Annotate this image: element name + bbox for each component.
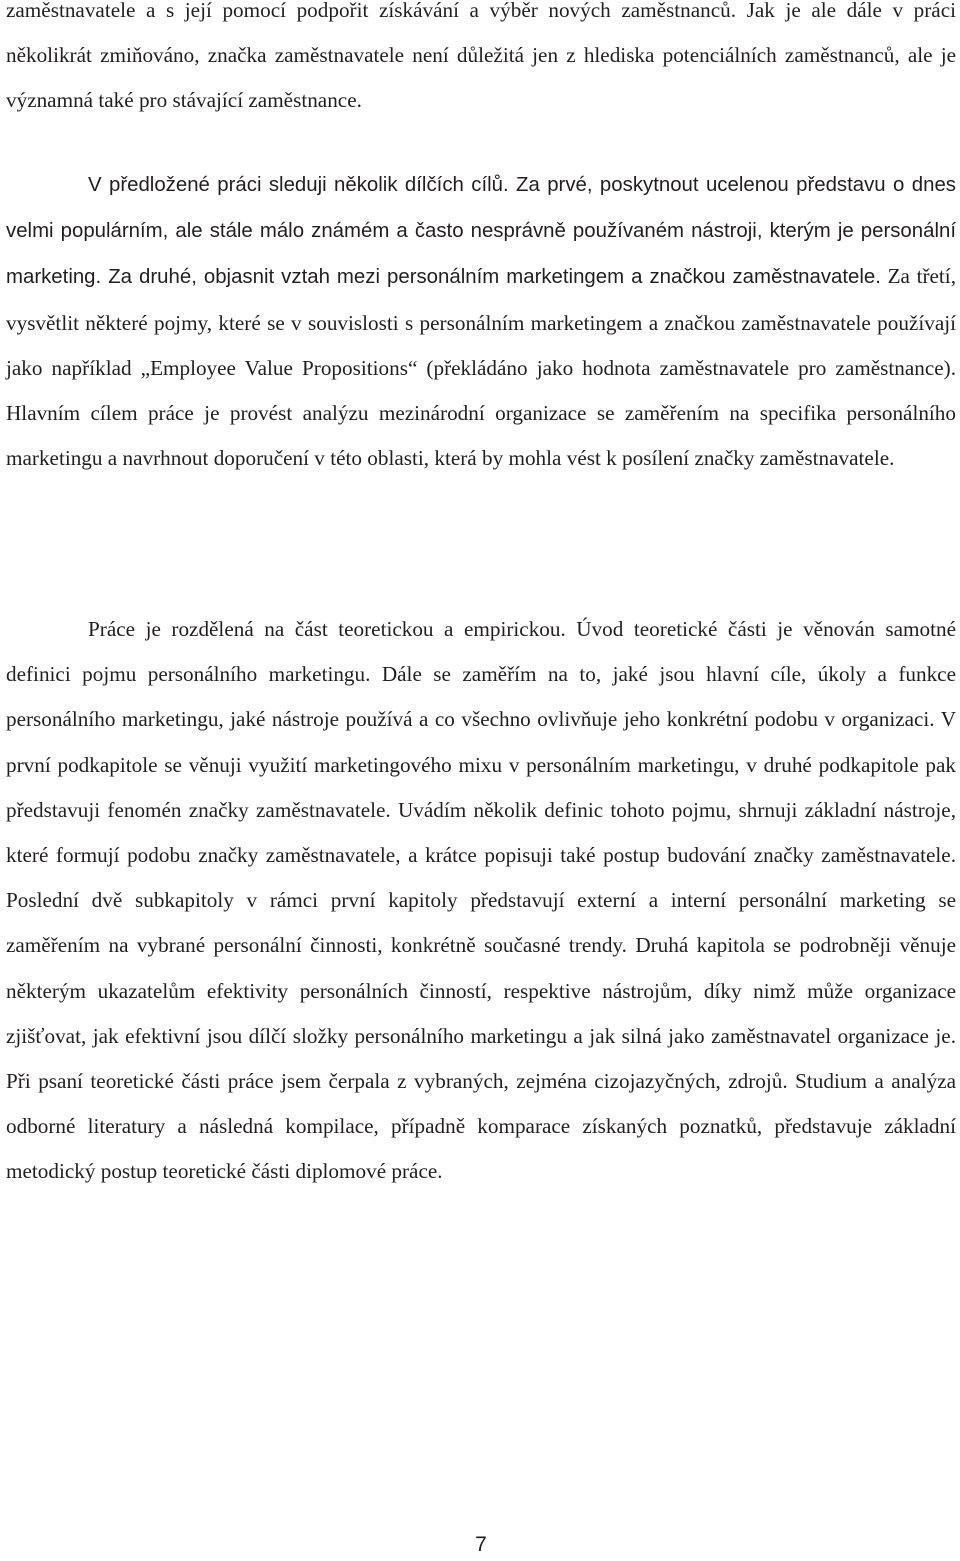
paragraph-text: zaměstnavatele a s její pomocí podpořit získávání a výběr nových zaměstnanců. Jak je ale dále v práci několikrát zmiňováno, značka zaměstnavatele není důležitá jen z hlediska potenciálních zaměstnanců, ale je významná také pro stávající zaměstnance. [6, 0, 956, 113]
paragraph-lead-sentence: V předložené práci sleduji několik dílčích cílů. [88, 174, 509, 196]
paragraph-structure [6, 607, 956, 1195]
paragraph-first-goal: Za prvé, poskytnout ucelenou představu o dnes velmi populárním, ale stále málo známém a často nesprávně používaném nástroji, kterým je personální marketing. [6, 174, 956, 289]
paragraph-third-goal: Za třetí, vysvětlit některé pojmy, které se v souvislosti s personálním marketingem a značkou zaměstnavatele používají jako například „Employee Value Propositions“ (překládáno jako hodnota zaměstnavatele pro zaměstnance). Hlavním cílem práce je provést analýzu mezinárodní organizace se zaměřením na specifika personálního marketingu a navrhnout doporučení v této oblasti, která by mohla vést k posílení značky zaměstnavatele. [6, 264, 956, 471]
paragraph-goals [6, 162, 956, 481]
document-page [6, 0, 956, 1561]
paragraph-second-goal: Za druhé, objasnit vztah mezi personálním marketingem a značkou zaměstnavatele. [101, 266, 881, 289]
paragraph-intro-continuation [6, 0, 956, 124]
page-number: 7 [475, 1533, 487, 1556]
paragraph-text: Práce je rozdělená na část teoretickou a empirickou. Úvod teoretické části je věnován samotné definici pojmu personálního marketingu. Dále se zaměřím na to, jaké jsou hlavní cíle, úkoly a funkce personálního marketingu, jaké nástroje používá a co všechno ovlivňuje jeho konkrétní podobu v organizaci. V první podkapitole se věnuji využití marketingového mixu v personálním marketingu, v druhé podkapitole pak představuji fenomén značky zaměstnavatele. Uvádím několik definic tohoto pojmu, shrnuji základní nástroje, které formují podobu značky zaměstnavatele, a krátce popisuji také postup budování značky zaměstnavatele. Poslední dvě subkapitoly v rámci první kapitoly představují externí a interní personální marketing se zaměřením na vybrané personální činnosti, konkrétně současné trendy. Druhá kapitola se podrobněji věnuje některým ukazatelům efektivity personálních činností, respektive nástrojům, díky nimž může organizace zjišťovat, jak efektivní jsou dílčí složky personálního marketingu a jak silná jako zaměstnavatel organizace je. Při psaní teoretické části práce jsem čerpala z vybraných, zejména cizojazyčných, zdrojů. Studium a analýza odborné literatury a následná kompilace, případně komparace získaných poznatků, představuje základní metodický postup teoretické části diplomové práce. [6, 617, 956, 1184]
